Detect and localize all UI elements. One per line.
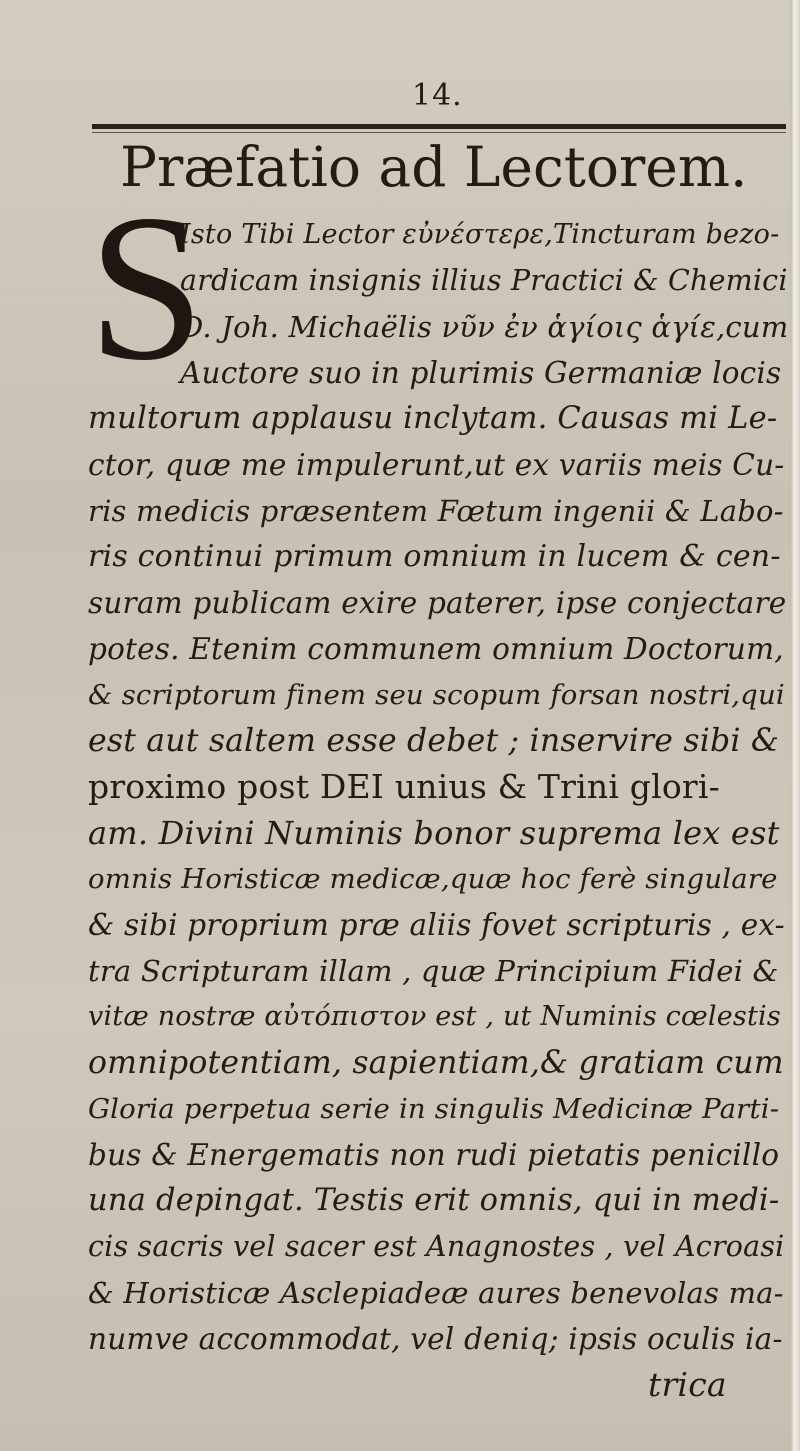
text-line: am. Divini Numinis bonor suprema lex est (88, 814, 780, 852)
text-line: vitæ nostræ αὐτόπιστον est , ut Numinis cœlestis (88, 1001, 781, 1032)
text-line: ardicam insignis illius Practici & Chemici (180, 264, 788, 297)
text-line: & Horisticæ Asclepiadeæ aures benevolas ma- (88, 1276, 784, 1310)
text-line: ris medicis præsentem Fœtum ingenii & Labo- (88, 494, 784, 528)
text-line: ctor, quæ me impulerunt,ut ex variis meis Cu- (88, 448, 785, 482)
header-rule (92, 124, 786, 129)
text-line: bus & Energematis non rudi pietatis penicillo (88, 1138, 780, 1172)
text-line: Auctore suo in plurimis Germaniæ locis (180, 356, 782, 390)
text-line: potes. Etenim communem omnium Doctorum, (88, 632, 784, 666)
text-line: est aut saltem esse debet ; inservire sibi & (88, 723, 780, 759)
text-line: Isto Tibi Lector εὐνέστερε,Tincturam bezo- (180, 219, 780, 250)
text-line: trica (648, 1365, 727, 1404)
text-line: Gloria perpetua serie in singulis Medicinæ Parti- (88, 1093, 780, 1125)
text-line: tra Scripturam illam , quæ Principium Fidei & (88, 954, 779, 988)
text-line: cis sacris vel sacer est Anagnostes , vel Acroasi (88, 1230, 785, 1263)
text-line: proximo post DEI unius & Trini glori- (88, 767, 720, 806)
text-line: & sibi proprium præ aliis fovet scripturis , ex- (88, 908, 785, 942)
text-line: multorum applausu inclytam. Causas mi Le- (88, 401, 778, 436)
page-edge (790, 0, 800, 1451)
text-line: omnipotentiam, sapientiam,& gratiam cum (88, 1045, 784, 1081)
text-line: una depingat. Testis erit omnis, qui in medi- (88, 1183, 780, 1218)
text-line: suram publicam exire paterer, ipse conjectare (88, 586, 787, 620)
text-line: ris continui primum omnium in lucem & cen- (88, 539, 781, 574)
text-line: D. Joh. Michaëlis νῦν ἐν ἁγίοις ἁγίε,cum (180, 310, 789, 344)
page-number: 14. (412, 78, 463, 113)
preface-text (88, 212, 788, 1408)
text-line: omnis Horisticæ medicæ,quæ hoc ferè singulare (88, 863, 778, 895)
text-line: numve accommodat, vel deniq; ipsis oculis ia- (88, 1322, 783, 1356)
text-line: & scriptorum finem seu scopum forsan nostri,qui (88, 679, 785, 711)
page-title: Præfatio ad Lectorem. (120, 135, 748, 199)
drop-cap: S (88, 172, 205, 404)
